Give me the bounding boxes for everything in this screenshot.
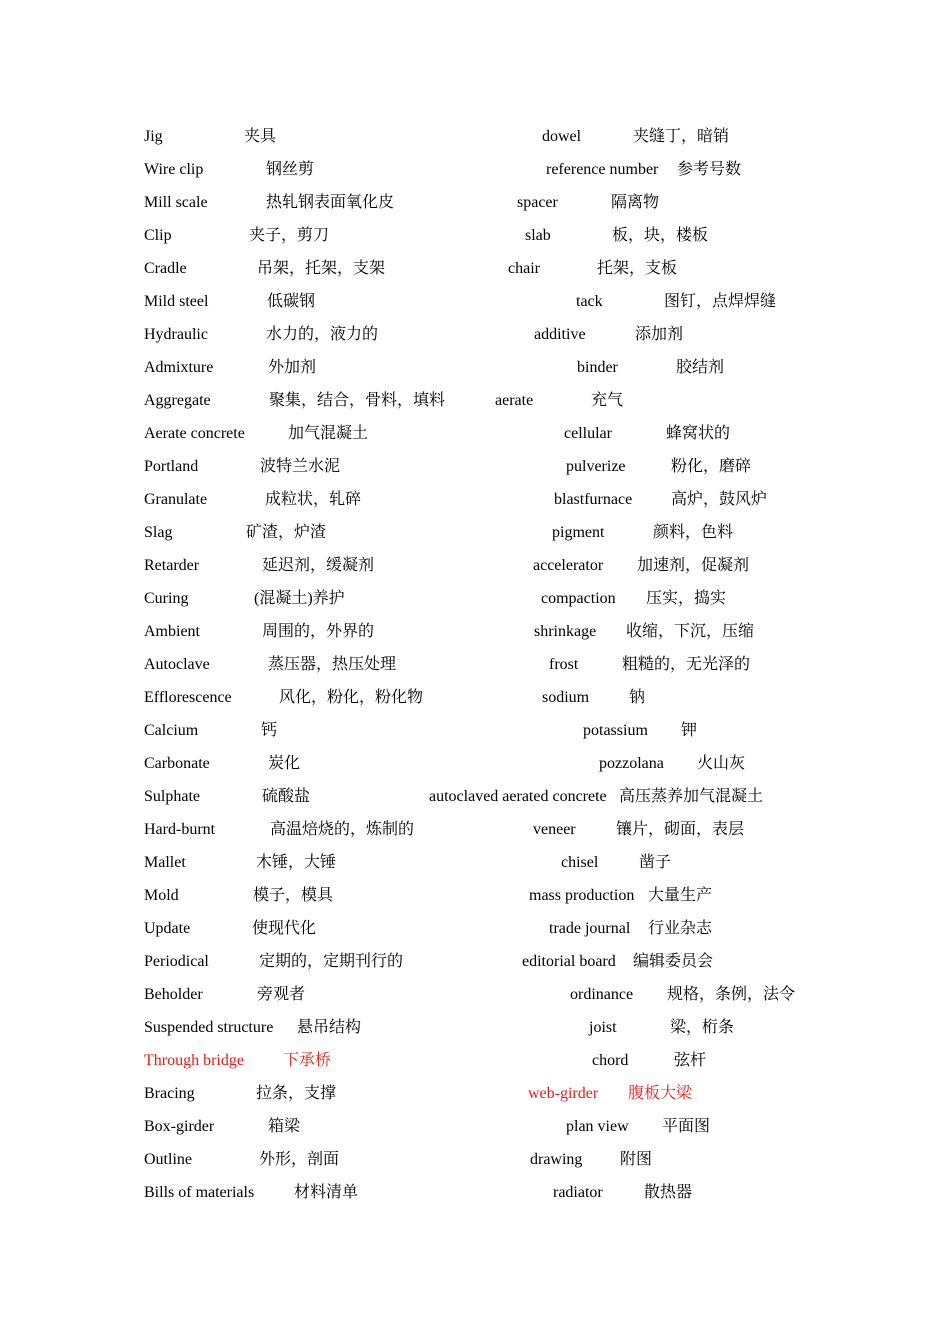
left-term: Suspended structure — [144, 1019, 274, 1036]
glossary-row — [0, 193, 950, 226]
right-meaning: 高压蒸养加气混凝土 — [619, 788, 764, 805]
left-term: Update — [144, 920, 191, 937]
right-meaning: 添加剂 — [635, 326, 684, 343]
right-term: plan view — [566, 1118, 629, 1135]
right-meaning: 凿子 — [639, 854, 672, 871]
left-meaning: 夹具 — [244, 128, 277, 145]
glossary-row — [0, 457, 950, 490]
left-term: Mill scale — [144, 194, 208, 211]
left-term: Retarder — [144, 557, 200, 574]
left-meaning: 硫酸盐 — [262, 788, 311, 805]
right-term: pulverize — [566, 458, 626, 475]
right-meaning: 编辑委员会 — [633, 953, 714, 970]
right-meaning: 散热器 — [644, 1184, 693, 1201]
left-term: Hydraulic — [144, 326, 208, 343]
glossary-row — [0, 655, 950, 688]
left-meaning: 热轧钢表面氧化皮 — [266, 194, 395, 211]
right-meaning: 附图 — [620, 1151, 653, 1168]
right-term: chair — [508, 260, 540, 277]
glossary-row — [0, 952, 950, 985]
left-meaning: 外形，剖面 — [259, 1151, 340, 1168]
left-term: Hard-burnt — [144, 821, 216, 838]
left-meaning: 旁观者 — [257, 986, 306, 1003]
left-meaning: (混凝土)养护 — [254, 590, 345, 607]
right-term: pigment — [552, 524, 605, 541]
glossary-row — [0, 391, 950, 424]
right-term: blastfurnace — [554, 491, 633, 508]
right-meaning: 收缩，下沉，压缩 — [626, 623, 755, 640]
left-meaning: 风化，粉化，粉化物 — [279, 689, 424, 706]
right-term: pozzolana — [599, 755, 664, 772]
right-meaning: 规格，条例，法令 — [667, 986, 796, 1003]
right-meaning: 高炉，鼓风炉 — [671, 491, 768, 508]
right-term: aerate — [495, 392, 534, 409]
glossary-row — [0, 1183, 950, 1216]
right-term: additive — [534, 326, 586, 343]
right-term: reference number — [546, 161, 659, 178]
left-meaning: 拉条，支撑 — [256, 1085, 337, 1102]
left-term: Curing — [144, 590, 189, 607]
left-meaning: 钙 — [261, 722, 278, 739]
left-term: Portland — [144, 458, 199, 475]
left-term: Periodical — [144, 953, 209, 970]
glossary-row — [0, 490, 950, 523]
left-term: Slag — [144, 524, 173, 541]
left-meaning: 下承桥 — [283, 1052, 332, 1069]
left-meaning: 材料清单 — [294, 1184, 359, 1201]
right-term: veneer — [533, 821, 576, 838]
right-term: dowel — [542, 128, 582, 145]
glossary-row — [0, 424, 950, 457]
glossary-row — [0, 886, 950, 919]
right-meaning: 图钉，点焊焊缝 — [664, 293, 777, 310]
left-term: Bracing — [144, 1085, 195, 1102]
right-term: potassium — [583, 722, 648, 739]
glossary-row — [0, 589, 950, 622]
right-meaning: 隔离物 — [611, 194, 660, 211]
glossary-row — [0, 325, 950, 358]
left-term: Mild steel — [144, 293, 209, 310]
left-term: Aggregate — [144, 392, 211, 409]
right-term: chisel — [561, 854, 599, 871]
right-meaning: 行业杂志 — [648, 920, 713, 937]
left-meaning: 波特兰水泥 — [260, 458, 341, 475]
glossary-row — [0, 160, 950, 193]
left-term: Sulphate — [144, 788, 200, 805]
left-meaning: 使现代化 — [252, 920, 317, 937]
left-term: Efflorescence — [144, 689, 232, 706]
left-term: Clip — [144, 227, 172, 244]
right-meaning: 颜料，色料 — [653, 524, 734, 541]
left-meaning: 箱梁 — [268, 1118, 301, 1135]
glossary-row — [0, 853, 950, 886]
right-term: slab — [525, 227, 551, 244]
left-term: Cradle — [144, 260, 187, 277]
right-meaning: 托架，支板 — [597, 260, 678, 277]
glossary-row — [0, 127, 950, 160]
right-meaning: 钾 — [681, 722, 698, 739]
left-term: Wire clip — [144, 161, 204, 178]
right-meaning: 参考号数 — [677, 161, 742, 178]
right-term: autoclaved aerated concrete — [429, 788, 607, 805]
glossary-row — [0, 556, 950, 589]
right-term: trade journal — [549, 920, 631, 937]
left-term: Carbonate — [144, 755, 210, 772]
left-meaning: 外加剂 — [268, 359, 317, 376]
right-meaning: 板，块，楼板 — [612, 227, 709, 244]
glossary-row — [0, 1018, 950, 1051]
right-term: radiator — [553, 1184, 603, 1201]
glossary-row — [0, 787, 950, 820]
glossary-row — [0, 985, 950, 1018]
right-meaning: 火山灰 — [697, 755, 746, 772]
right-term: binder — [577, 359, 618, 376]
left-term: Autoclave — [144, 656, 210, 673]
left-term: Mallet — [144, 854, 186, 871]
left-meaning: 高温焙烧的，炼制的 — [270, 821, 415, 838]
left-term: Aerate concrete — [144, 425, 245, 442]
left-meaning: 加气混凝土 — [288, 425, 369, 442]
right-meaning: 压实，捣实 — [646, 590, 727, 607]
left-meaning: 木锤，大锤 — [256, 854, 337, 871]
glossary-row — [0, 1084, 950, 1117]
left-term: Jig — [144, 128, 163, 145]
right-meaning: 腹板大梁 — [628, 1085, 693, 1102]
left-term: Through bridge — [144, 1052, 244, 1069]
right-meaning: 弦杆 — [674, 1052, 707, 1069]
left-meaning: 蒸压器，热压处理 — [268, 656, 397, 673]
right-meaning: 蜂窝状的 — [666, 425, 731, 442]
right-term: compaction — [541, 590, 616, 607]
left-meaning: 周围的，外界的 — [262, 623, 375, 640]
glossary-row — [0, 523, 950, 556]
right-meaning: 胶结剂 — [676, 359, 725, 376]
right-meaning: 粉化，磨碎 — [671, 458, 752, 475]
left-meaning: 延迟剂，缓凝剂 — [262, 557, 375, 574]
right-term: drawing — [530, 1151, 583, 1168]
right-term: chord — [592, 1052, 629, 1069]
right-term: accelerator — [533, 557, 604, 574]
glossary-row — [0, 259, 950, 292]
right-meaning: 粗糙的，无光泽的 — [622, 656, 751, 673]
right-term: mass production — [529, 887, 635, 904]
left-meaning: 成粒状，轧碎 — [265, 491, 362, 508]
left-term: Calcium — [144, 722, 199, 739]
right-term: editorial board — [522, 953, 616, 970]
left-term: Outline — [144, 1151, 192, 1168]
right-meaning: 平面图 — [662, 1118, 711, 1135]
glossary-row — [0, 358, 950, 391]
left-meaning: 悬吊结构 — [297, 1019, 362, 1036]
right-meaning: 梁，桁条 — [670, 1019, 735, 1036]
right-meaning: 大量生产 — [648, 887, 713, 904]
left-term: Granulate — [144, 491, 208, 508]
glossary-row — [0, 820, 950, 853]
left-meaning: 模子，模具 — [253, 887, 334, 904]
left-meaning: 聚集，结合，骨料，填料 — [269, 392, 446, 409]
left-term: Beholder — [144, 986, 203, 1003]
left-meaning: 矿渣，炉渣 — [246, 524, 327, 541]
left-term: Ambient — [144, 623, 200, 640]
left-meaning: 低碳钢 — [267, 293, 316, 310]
left-meaning: 夹子，剪刀 — [249, 227, 330, 244]
left-term: Mold — [144, 887, 179, 904]
left-meaning: 炭化 — [268, 755, 301, 772]
right-term: ordinance — [570, 986, 634, 1003]
glossary-row — [0, 688, 950, 721]
glossary-row — [0, 754, 950, 787]
glossary-row — [0, 721, 950, 754]
glossary-row — [0, 1051, 950, 1084]
glossary-row — [0, 919, 950, 952]
left-meaning: 吊架，托架，支架 — [257, 260, 386, 277]
left-meaning: 钢丝剪 — [266, 161, 315, 178]
right-term: joist — [589, 1019, 617, 1036]
left-term: Admixture — [144, 359, 214, 376]
right-term: sodium — [542, 689, 590, 706]
right-term: web-girder — [528, 1085, 599, 1102]
right-term: shrinkage — [534, 623, 597, 640]
glossary-row — [0, 226, 950, 259]
right-meaning: 夹缝丁，暗销 — [633, 128, 730, 145]
right-term: frost — [549, 656, 579, 673]
right-meaning: 加速剂，促凝剂 — [637, 557, 750, 574]
glossary-row — [0, 622, 950, 655]
left-term: Bills of materials — [144, 1184, 255, 1201]
left-meaning: 水力的，液力的 — [266, 326, 379, 343]
right-meaning: 钠 — [629, 689, 646, 706]
right-meaning: 镶片，砌面，表层 — [616, 821, 745, 838]
glossary-row — [0, 1150, 950, 1183]
right-term: cellular — [564, 425, 612, 442]
glossary-row — [0, 292, 950, 325]
glossary-row — [0, 1117, 950, 1150]
right-term: tack — [576, 293, 603, 310]
right-term: spacer — [517, 194, 558, 211]
right-meaning: 充气 — [591, 392, 624, 409]
left-meaning: 定期的，定期刊行的 — [259, 953, 404, 970]
left-term: Box-girder — [144, 1118, 215, 1135]
